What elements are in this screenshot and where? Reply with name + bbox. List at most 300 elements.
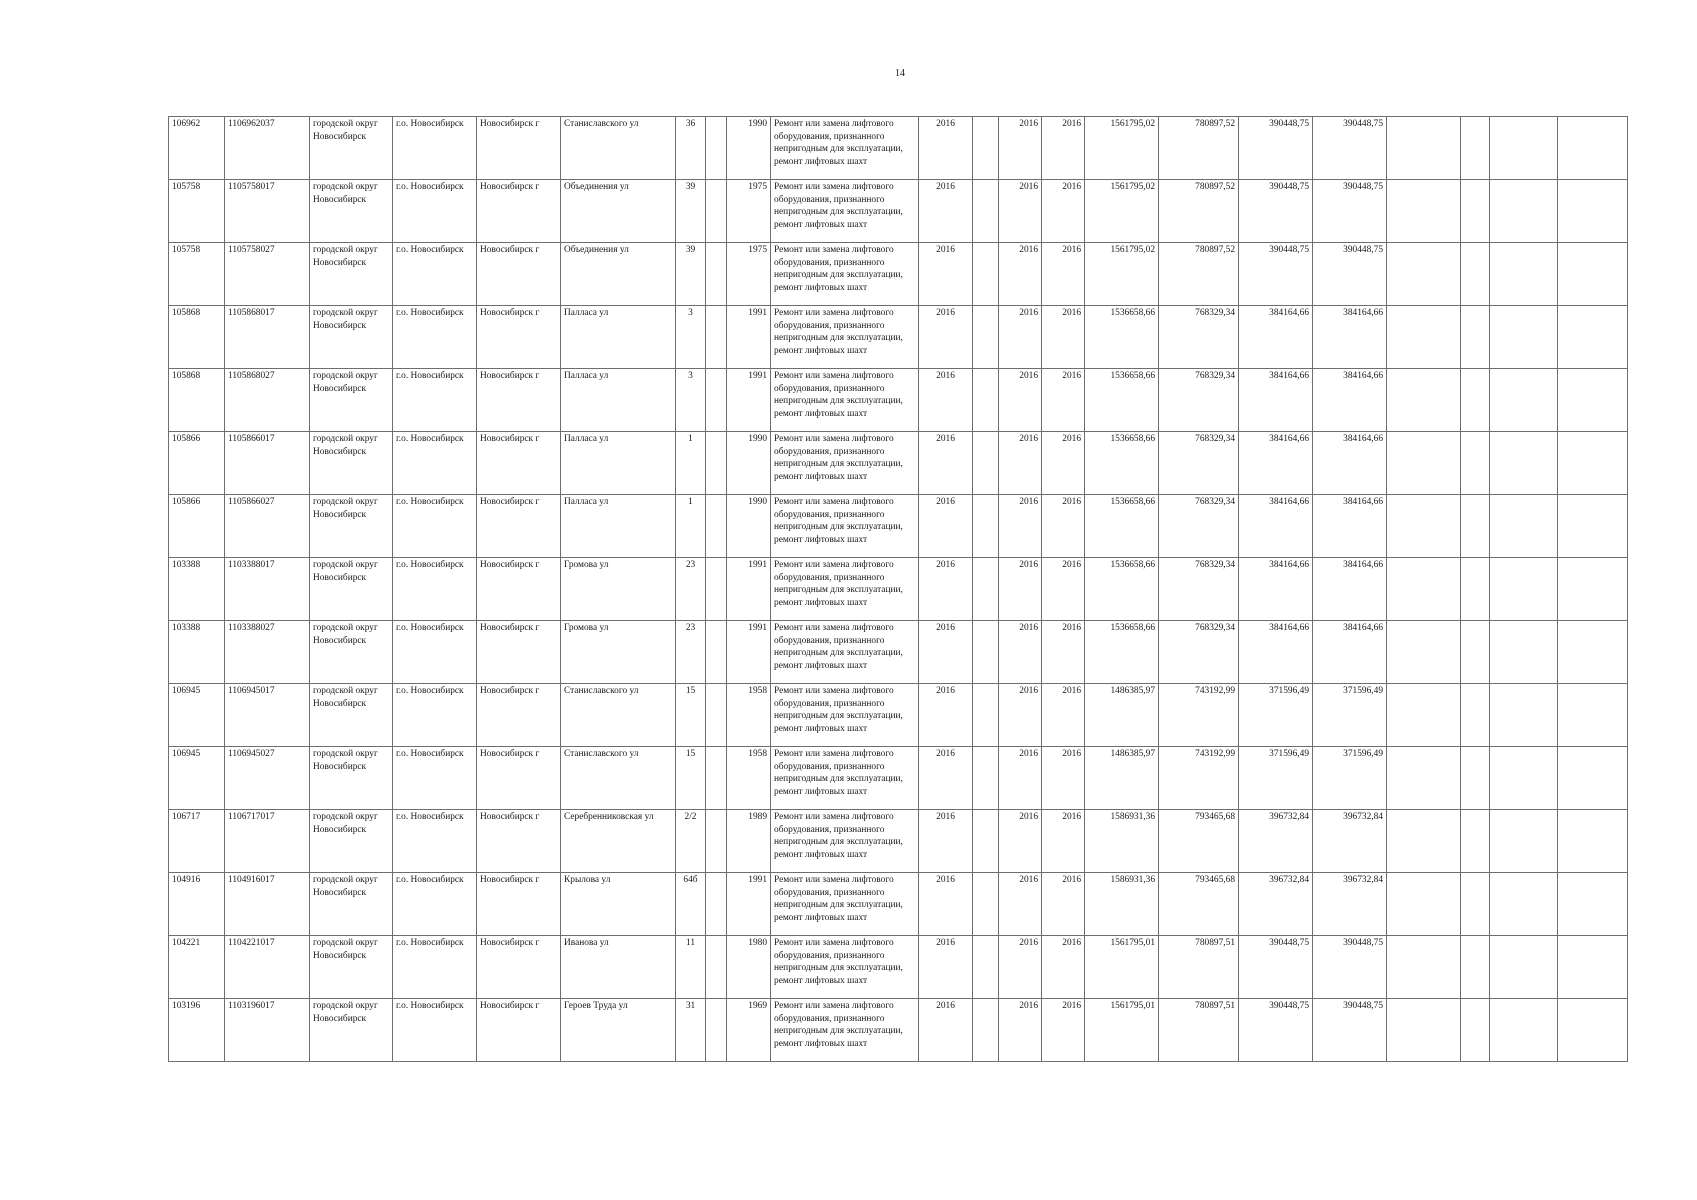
cell-object-id: 103388 xyxy=(169,621,225,684)
cell-house-number: 36 xyxy=(676,117,706,180)
cell-end-year: 2016 xyxy=(1042,558,1085,621)
cell-extra-4 xyxy=(1558,180,1628,243)
cell-plan-year: 2016 xyxy=(919,684,973,747)
cell-budget-cost: 384164,66 xyxy=(1239,495,1313,558)
cell-fund-cost: 768329,34 xyxy=(1159,306,1239,369)
cell-municipality: городской округ Новосибирск xyxy=(310,936,393,999)
cell-settlement-short: г.о. Новосибирск xyxy=(393,306,477,369)
cell-plan-year: 2016 xyxy=(919,180,973,243)
cell-settlement-short: г.о. Новосибирск xyxy=(393,747,477,810)
cell-building xyxy=(706,936,727,999)
cell-locality: Новосибирск г xyxy=(477,936,561,999)
cell-owner-cost: 371596,49 xyxy=(1313,747,1387,810)
table-row xyxy=(169,621,1628,684)
cell-house-number: 39 xyxy=(676,243,706,306)
cell-extra-2 xyxy=(1461,495,1490,558)
cell-year-built: 1969 xyxy=(727,999,771,1062)
page-number: 14 xyxy=(895,68,905,79)
cell-total-cost: 1586931,36 xyxy=(1085,810,1159,873)
cell-owner-cost: 384164,66 xyxy=(1313,369,1387,432)
cell-extra-4 xyxy=(1558,999,1628,1062)
cell-start-year: 2016 xyxy=(999,621,1042,684)
cell-end-year: 2016 xyxy=(1042,621,1085,684)
cell-code: 1103388017 xyxy=(225,558,310,621)
cell-street: Палласа ул xyxy=(561,495,676,558)
cell-extra-1 xyxy=(1387,117,1461,180)
cell-locality: Новосибирск г xyxy=(477,747,561,810)
cell-object-id: 105758 xyxy=(169,180,225,243)
cell-total-cost: 1486385,97 xyxy=(1085,747,1159,810)
cell-start-year: 2016 xyxy=(999,369,1042,432)
cell-fund-cost: 793465,68 xyxy=(1159,810,1239,873)
cell-extra-3 xyxy=(1490,117,1558,180)
cell-house-number: 31 xyxy=(676,999,706,1062)
cell-extra-3 xyxy=(1490,873,1558,936)
cell-work-type: Ремонт или замена лифтового оборудования, признанного непригодным для эксплуатации, ремонт лифтовых шахт xyxy=(771,621,919,684)
cell-extra-3 xyxy=(1490,684,1558,747)
cell-municipality: городской округ Новосибирск xyxy=(310,117,393,180)
cell-municipality: городской округ Новосибирск xyxy=(310,810,393,873)
cell-extra-2 xyxy=(1461,810,1490,873)
cell-building xyxy=(706,495,727,558)
cell-settlement-short: г.о. Новосибирск xyxy=(393,432,477,495)
table-row xyxy=(169,180,1628,243)
table-row xyxy=(169,747,1628,810)
cell-work-type: Ремонт или замена лифтового оборудования, признанного непригодным для эксплуатации, ремонт лифтовых шахт xyxy=(771,432,919,495)
cell-year-built: 1991 xyxy=(727,873,771,936)
cell-plan-year: 2016 xyxy=(919,747,973,810)
cell-end-year: 2016 xyxy=(1042,306,1085,369)
cell-building xyxy=(706,558,727,621)
cell-municipality: городской округ Новосибирск xyxy=(310,684,393,747)
cell-street: Иванова ул xyxy=(561,936,676,999)
cell-year-built: 1991 xyxy=(727,369,771,432)
cell-start-year: 2016 xyxy=(999,495,1042,558)
cell-house-number: 1 xyxy=(676,432,706,495)
cell-plan-year: 2016 xyxy=(919,558,973,621)
cell-extra-1 xyxy=(1387,810,1461,873)
cell-total-cost: 1561795,02 xyxy=(1085,243,1159,306)
table-row xyxy=(169,684,1628,747)
cell-plan-year: 2016 xyxy=(919,936,973,999)
cell-locality: Новосибирск г xyxy=(477,558,561,621)
cell-fund-cost: 768329,34 xyxy=(1159,621,1239,684)
registry-body xyxy=(169,117,1628,1062)
cell-total-cost: 1536658,66 xyxy=(1085,558,1159,621)
cell-plan-year: 2016 xyxy=(919,117,973,180)
cell-code: 1104221017 xyxy=(225,936,310,999)
cell-code: 1105866017 xyxy=(225,432,310,495)
cell-budget-cost: 390448,75 xyxy=(1239,180,1313,243)
cell-end-year: 2016 xyxy=(1042,117,1085,180)
cell-blank-a xyxy=(973,999,999,1062)
cell-extra-4 xyxy=(1558,243,1628,306)
cell-extra-2 xyxy=(1461,117,1490,180)
cell-total-cost: 1561795,02 xyxy=(1085,117,1159,180)
cell-fund-cost: 780897,52 xyxy=(1159,117,1239,180)
cell-fund-cost: 768329,34 xyxy=(1159,369,1239,432)
cell-settlement-short: г.о. Новосибирск xyxy=(393,810,477,873)
cell-code: 1105758017 xyxy=(225,180,310,243)
cell-street: Станиславского ул xyxy=(561,117,676,180)
cell-locality: Новосибирск г xyxy=(477,117,561,180)
cell-house-number: 15 xyxy=(676,747,706,810)
cell-end-year: 2016 xyxy=(1042,432,1085,495)
cell-work-type: Ремонт или замена лифтового оборудования, признанного непригодным для эксплуатации, ремонт лифтовых шахт xyxy=(771,684,919,747)
cell-fund-cost: 780897,52 xyxy=(1159,180,1239,243)
table-row xyxy=(169,243,1628,306)
cell-extra-4 xyxy=(1558,495,1628,558)
cell-budget-cost: 371596,49 xyxy=(1239,684,1313,747)
cell-extra-2 xyxy=(1461,432,1490,495)
cell-fund-cost: 793465,68 xyxy=(1159,873,1239,936)
cell-extra-2 xyxy=(1461,747,1490,810)
cell-extra-2 xyxy=(1461,873,1490,936)
cell-extra-3 xyxy=(1490,495,1558,558)
cell-plan-year: 2016 xyxy=(919,999,973,1062)
cell-owner-cost: 396732,84 xyxy=(1313,810,1387,873)
cell-settlement-short: г.о. Новосибирск xyxy=(393,180,477,243)
cell-extra-4 xyxy=(1558,117,1628,180)
cell-extra-1 xyxy=(1387,495,1461,558)
table-row xyxy=(169,432,1628,495)
cell-work-type: Ремонт или замена лифтового оборудования, признанного непригодным для эксплуатации, ремонт лифтовых шахт xyxy=(771,495,919,558)
cell-year-built: 1991 xyxy=(727,621,771,684)
cell-object-id: 105758 xyxy=(169,243,225,306)
cell-extra-4 xyxy=(1558,432,1628,495)
cell-extra-3 xyxy=(1490,621,1558,684)
cell-end-year: 2016 xyxy=(1042,495,1085,558)
cell-extra-3 xyxy=(1490,243,1558,306)
cell-extra-3 xyxy=(1490,747,1558,810)
cell-building xyxy=(706,117,727,180)
cell-budget-cost: 371596,49 xyxy=(1239,747,1313,810)
cell-plan-year: 2016 xyxy=(919,873,973,936)
cell-year-built: 1990 xyxy=(727,432,771,495)
table-row xyxy=(169,369,1628,432)
cell-extra-1 xyxy=(1387,684,1461,747)
cell-fund-cost: 768329,34 xyxy=(1159,432,1239,495)
cell-end-year: 2016 xyxy=(1042,810,1085,873)
cell-building xyxy=(706,621,727,684)
cell-settlement-short: г.о. Новосибирск xyxy=(393,936,477,999)
cell-work-type: Ремонт или замена лифтового оборудования, признанного непригодным для эксплуатации, ремонт лифтовых шахт xyxy=(771,306,919,369)
cell-code: 1106717017 xyxy=(225,810,310,873)
cell-street: Палласа ул xyxy=(561,306,676,369)
cell-budget-cost: 396732,84 xyxy=(1239,873,1313,936)
cell-extra-3 xyxy=(1490,180,1558,243)
cell-budget-cost: 384164,66 xyxy=(1239,432,1313,495)
cell-extra-3 xyxy=(1490,999,1558,1062)
cell-total-cost: 1586931,36 xyxy=(1085,873,1159,936)
cell-locality: Новосибирск г xyxy=(477,243,561,306)
cell-budget-cost: 384164,66 xyxy=(1239,621,1313,684)
cell-code: 1103196017 xyxy=(225,999,310,1062)
cell-building xyxy=(706,180,727,243)
cell-code: 1105868017 xyxy=(225,306,310,369)
cell-municipality: городской округ Новосибирск xyxy=(310,369,393,432)
cell-blank-a xyxy=(973,621,999,684)
cell-object-id: 104916 xyxy=(169,873,225,936)
cell-house-number: 2/2 xyxy=(676,810,706,873)
cell-extra-1 xyxy=(1387,621,1461,684)
cell-plan-year: 2016 xyxy=(919,810,973,873)
cell-settlement-short: г.о. Новосибирск xyxy=(393,495,477,558)
cell-end-year: 2016 xyxy=(1042,243,1085,306)
cell-street: Палласа ул xyxy=(561,432,676,495)
cell-year-built: 1975 xyxy=(727,180,771,243)
cell-municipality: городской округ Новосибирск xyxy=(310,432,393,495)
cell-end-year: 2016 xyxy=(1042,999,1085,1062)
cell-budget-cost: 396732,84 xyxy=(1239,810,1313,873)
cell-total-cost: 1536658,66 xyxy=(1085,432,1159,495)
cell-extra-4 xyxy=(1558,684,1628,747)
cell-extra-2 xyxy=(1461,999,1490,1062)
cell-plan-year: 2016 xyxy=(919,306,973,369)
cell-settlement-short: г.о. Новосибирск xyxy=(393,621,477,684)
cell-house-number: 1 xyxy=(676,495,706,558)
cell-extra-3 xyxy=(1490,558,1558,621)
cell-house-number: 15 xyxy=(676,684,706,747)
cell-extra-4 xyxy=(1558,306,1628,369)
cell-start-year: 2016 xyxy=(999,117,1042,180)
cell-blank-a xyxy=(973,180,999,243)
cell-extra-4 xyxy=(1558,747,1628,810)
cell-extra-1 xyxy=(1387,936,1461,999)
cell-work-type: Ремонт или замена лифтового оборудования, признанного непригодным для эксплуатации, ремонт лифтовых шахт xyxy=(771,117,919,180)
cell-code: 1105866027 xyxy=(225,495,310,558)
cell-object-id: 106717 xyxy=(169,810,225,873)
cell-building xyxy=(706,684,727,747)
cell-street: Крылова ул xyxy=(561,873,676,936)
cell-plan-year: 2016 xyxy=(919,495,973,558)
cell-locality: Новосибирск г xyxy=(477,306,561,369)
cell-budget-cost: 384164,66 xyxy=(1239,558,1313,621)
cell-work-type: Ремонт или замена лифтового оборудования, признанного непригодным для эксплуатации, ремонт лифтовых шахт xyxy=(771,558,919,621)
table-row xyxy=(169,495,1628,558)
cell-municipality: городской округ Новосибирск xyxy=(310,306,393,369)
cell-extra-2 xyxy=(1461,243,1490,306)
cell-year-built: 1990 xyxy=(727,495,771,558)
cell-year-built: 1980 xyxy=(727,936,771,999)
cell-work-type: Ремонт или замена лифтового оборудования, признанного непригодным для эксплуатации, ремонт лифтовых шахт xyxy=(771,369,919,432)
cell-street: Палласа ул xyxy=(561,369,676,432)
cell-locality: Новосибирск г xyxy=(477,432,561,495)
cell-street: Станиславского ул xyxy=(561,747,676,810)
cell-work-type: Ремонт или замена лифтового оборудования, признанного непригодным для эксплуатации, ремонт лифтовых шахт xyxy=(771,936,919,999)
cell-start-year: 2016 xyxy=(999,747,1042,810)
cell-municipality: городской округ Новосибирск xyxy=(310,180,393,243)
cell-blank-a xyxy=(973,495,999,558)
cell-extra-2 xyxy=(1461,180,1490,243)
cell-building xyxy=(706,243,727,306)
cell-house-number: 3 xyxy=(676,369,706,432)
cell-object-id: 103196 xyxy=(169,999,225,1062)
cell-extra-1 xyxy=(1387,306,1461,369)
cell-house-number: 23 xyxy=(676,558,706,621)
cell-extra-2 xyxy=(1461,621,1490,684)
cell-owner-cost: 384164,66 xyxy=(1313,432,1387,495)
cell-extra-3 xyxy=(1490,432,1558,495)
cell-object-id: 106962 xyxy=(169,117,225,180)
cell-code: 1104916017 xyxy=(225,873,310,936)
cell-blank-a xyxy=(973,306,999,369)
cell-object-id: 106945 xyxy=(169,684,225,747)
cell-owner-cost: 384164,66 xyxy=(1313,495,1387,558)
cell-building xyxy=(706,306,727,369)
cell-blank-a xyxy=(973,369,999,432)
table-row xyxy=(169,810,1628,873)
cell-work-type: Ремонт или замена лифтового оборудования, признанного непригодным для эксплуатации, ремонт лифтовых шахт xyxy=(771,810,919,873)
cell-budget-cost: 390448,75 xyxy=(1239,243,1313,306)
cell-total-cost: 1536658,66 xyxy=(1085,369,1159,432)
cell-object-id: 105866 xyxy=(169,495,225,558)
registry-table xyxy=(168,116,1628,1062)
table-row xyxy=(169,999,1628,1062)
table-row xyxy=(169,117,1628,180)
cell-end-year: 2016 xyxy=(1042,684,1085,747)
cell-extra-2 xyxy=(1461,684,1490,747)
cell-extra-4 xyxy=(1558,621,1628,684)
cell-fund-cost: 780897,51 xyxy=(1159,936,1239,999)
cell-locality: Новосибирск г xyxy=(477,684,561,747)
cell-house-number: 23 xyxy=(676,621,706,684)
cell-owner-cost: 390448,75 xyxy=(1313,243,1387,306)
cell-code: 1103388027 xyxy=(225,621,310,684)
cell-building xyxy=(706,810,727,873)
cell-settlement-short: г.о. Новосибирск xyxy=(393,117,477,180)
cell-extra-2 xyxy=(1461,369,1490,432)
cell-owner-cost: 384164,66 xyxy=(1313,306,1387,369)
cell-extra-4 xyxy=(1558,873,1628,936)
cell-plan-year: 2016 xyxy=(919,432,973,495)
cell-house-number: 11 xyxy=(676,936,706,999)
cell-locality: Новосибирск г xyxy=(477,621,561,684)
cell-house-number: 3 xyxy=(676,306,706,369)
cell-object-id: 105868 xyxy=(169,306,225,369)
cell-municipality: городской округ Новосибирск xyxy=(310,558,393,621)
cell-building xyxy=(706,999,727,1062)
cell-total-cost: 1561795,02 xyxy=(1085,180,1159,243)
table-row xyxy=(169,873,1628,936)
cell-extra-2 xyxy=(1461,558,1490,621)
cell-total-cost: 1486385,97 xyxy=(1085,684,1159,747)
cell-owner-cost: 384164,66 xyxy=(1313,621,1387,684)
cell-street: Героев Труда ул xyxy=(561,999,676,1062)
cell-code: 1105758027 xyxy=(225,243,310,306)
cell-start-year: 2016 xyxy=(999,810,1042,873)
cell-extra-3 xyxy=(1490,369,1558,432)
cell-fund-cost: 743192,99 xyxy=(1159,747,1239,810)
cell-code: 1106945027 xyxy=(225,747,310,810)
cell-building xyxy=(706,747,727,810)
cell-work-type: Ремонт или замена лифтового оборудования, признанного непригодным для эксплуатации, ремонт лифтовых шахт xyxy=(771,999,919,1062)
cell-extra-4 xyxy=(1558,810,1628,873)
cell-start-year: 2016 xyxy=(999,684,1042,747)
cell-code: 1106945017 xyxy=(225,684,310,747)
cell-extra-4 xyxy=(1558,558,1628,621)
cell-settlement-short: г.о. Новосибирск xyxy=(393,558,477,621)
cell-work-type: Ремонт или замена лифтового оборудования, признанного непригодным для эксплуатации, ремонт лифтовых шахт xyxy=(771,873,919,936)
cell-extra-1 xyxy=(1387,558,1461,621)
cell-building xyxy=(706,432,727,495)
cell-fund-cost: 780897,51 xyxy=(1159,999,1239,1062)
cell-municipality: городской округ Новосибирск xyxy=(310,747,393,810)
cell-owner-cost: 390448,75 xyxy=(1313,117,1387,180)
cell-blank-a xyxy=(973,117,999,180)
table-row xyxy=(169,936,1628,999)
cell-start-year: 2016 xyxy=(999,180,1042,243)
cell-municipality: городской округ Новосибирск xyxy=(310,495,393,558)
cell-start-year: 2016 xyxy=(999,873,1042,936)
cell-budget-cost: 390448,75 xyxy=(1239,117,1313,180)
cell-blank-a xyxy=(973,432,999,495)
cell-extra-3 xyxy=(1490,810,1558,873)
cell-municipality: городской округ Новосибирск xyxy=(310,999,393,1062)
cell-total-cost: 1536658,66 xyxy=(1085,306,1159,369)
cell-year-built: 1990 xyxy=(727,117,771,180)
cell-extra-1 xyxy=(1387,873,1461,936)
cell-municipality: городской округ Новосибирск xyxy=(310,873,393,936)
cell-locality: Новосибирск г xyxy=(477,495,561,558)
cell-object-id: 105866 xyxy=(169,432,225,495)
cell-extra-4 xyxy=(1558,369,1628,432)
cell-blank-a xyxy=(973,936,999,999)
cell-code: 1105868027 xyxy=(225,369,310,432)
cell-end-year: 2016 xyxy=(1042,936,1085,999)
cell-budget-cost: 390448,75 xyxy=(1239,999,1313,1062)
cell-blank-a xyxy=(973,747,999,810)
cell-fund-cost: 780897,52 xyxy=(1159,243,1239,306)
cell-building xyxy=(706,873,727,936)
cell-settlement-short: г.о. Новосибирск xyxy=(393,684,477,747)
cell-object-id: 105868 xyxy=(169,369,225,432)
cell-year-built: 1989 xyxy=(727,810,771,873)
cell-owner-cost: 384164,66 xyxy=(1313,558,1387,621)
cell-settlement-short: г.о. Новосибирск xyxy=(393,369,477,432)
cell-end-year: 2016 xyxy=(1042,369,1085,432)
cell-owner-cost: 390448,75 xyxy=(1313,999,1387,1062)
cell-extra-3 xyxy=(1490,306,1558,369)
cell-street: Объединения ул xyxy=(561,243,676,306)
cell-owner-cost: 396732,84 xyxy=(1313,873,1387,936)
cell-fund-cost: 743192,99 xyxy=(1159,684,1239,747)
cell-extra-1 xyxy=(1387,432,1461,495)
cell-object-id: 104221 xyxy=(169,936,225,999)
cell-budget-cost: 390448,75 xyxy=(1239,936,1313,999)
cell-extra-1 xyxy=(1387,369,1461,432)
cell-total-cost: 1561795,01 xyxy=(1085,936,1159,999)
cell-object-id: 106945 xyxy=(169,747,225,810)
cell-street: Объединения ул xyxy=(561,180,676,243)
cell-plan-year: 2016 xyxy=(919,369,973,432)
cell-street: Громова ул xyxy=(561,558,676,621)
cell-budget-cost: 384164,66 xyxy=(1239,369,1313,432)
cell-start-year: 2016 xyxy=(999,999,1042,1062)
cell-blank-a xyxy=(973,558,999,621)
cell-locality: Новосибирск г xyxy=(477,873,561,936)
cell-settlement-short: г.о. Новосибирск xyxy=(393,873,477,936)
cell-extra-2 xyxy=(1461,936,1490,999)
cell-owner-cost: 371596,49 xyxy=(1313,684,1387,747)
cell-house-number: 39 xyxy=(676,180,706,243)
cell-total-cost: 1536658,66 xyxy=(1085,621,1159,684)
cell-plan-year: 2016 xyxy=(919,621,973,684)
cell-end-year: 2016 xyxy=(1042,747,1085,810)
cell-settlement-short: г.о. Новосибирск xyxy=(393,999,477,1062)
cell-locality: Новосибирск г xyxy=(477,180,561,243)
cell-year-built: 1991 xyxy=(727,306,771,369)
